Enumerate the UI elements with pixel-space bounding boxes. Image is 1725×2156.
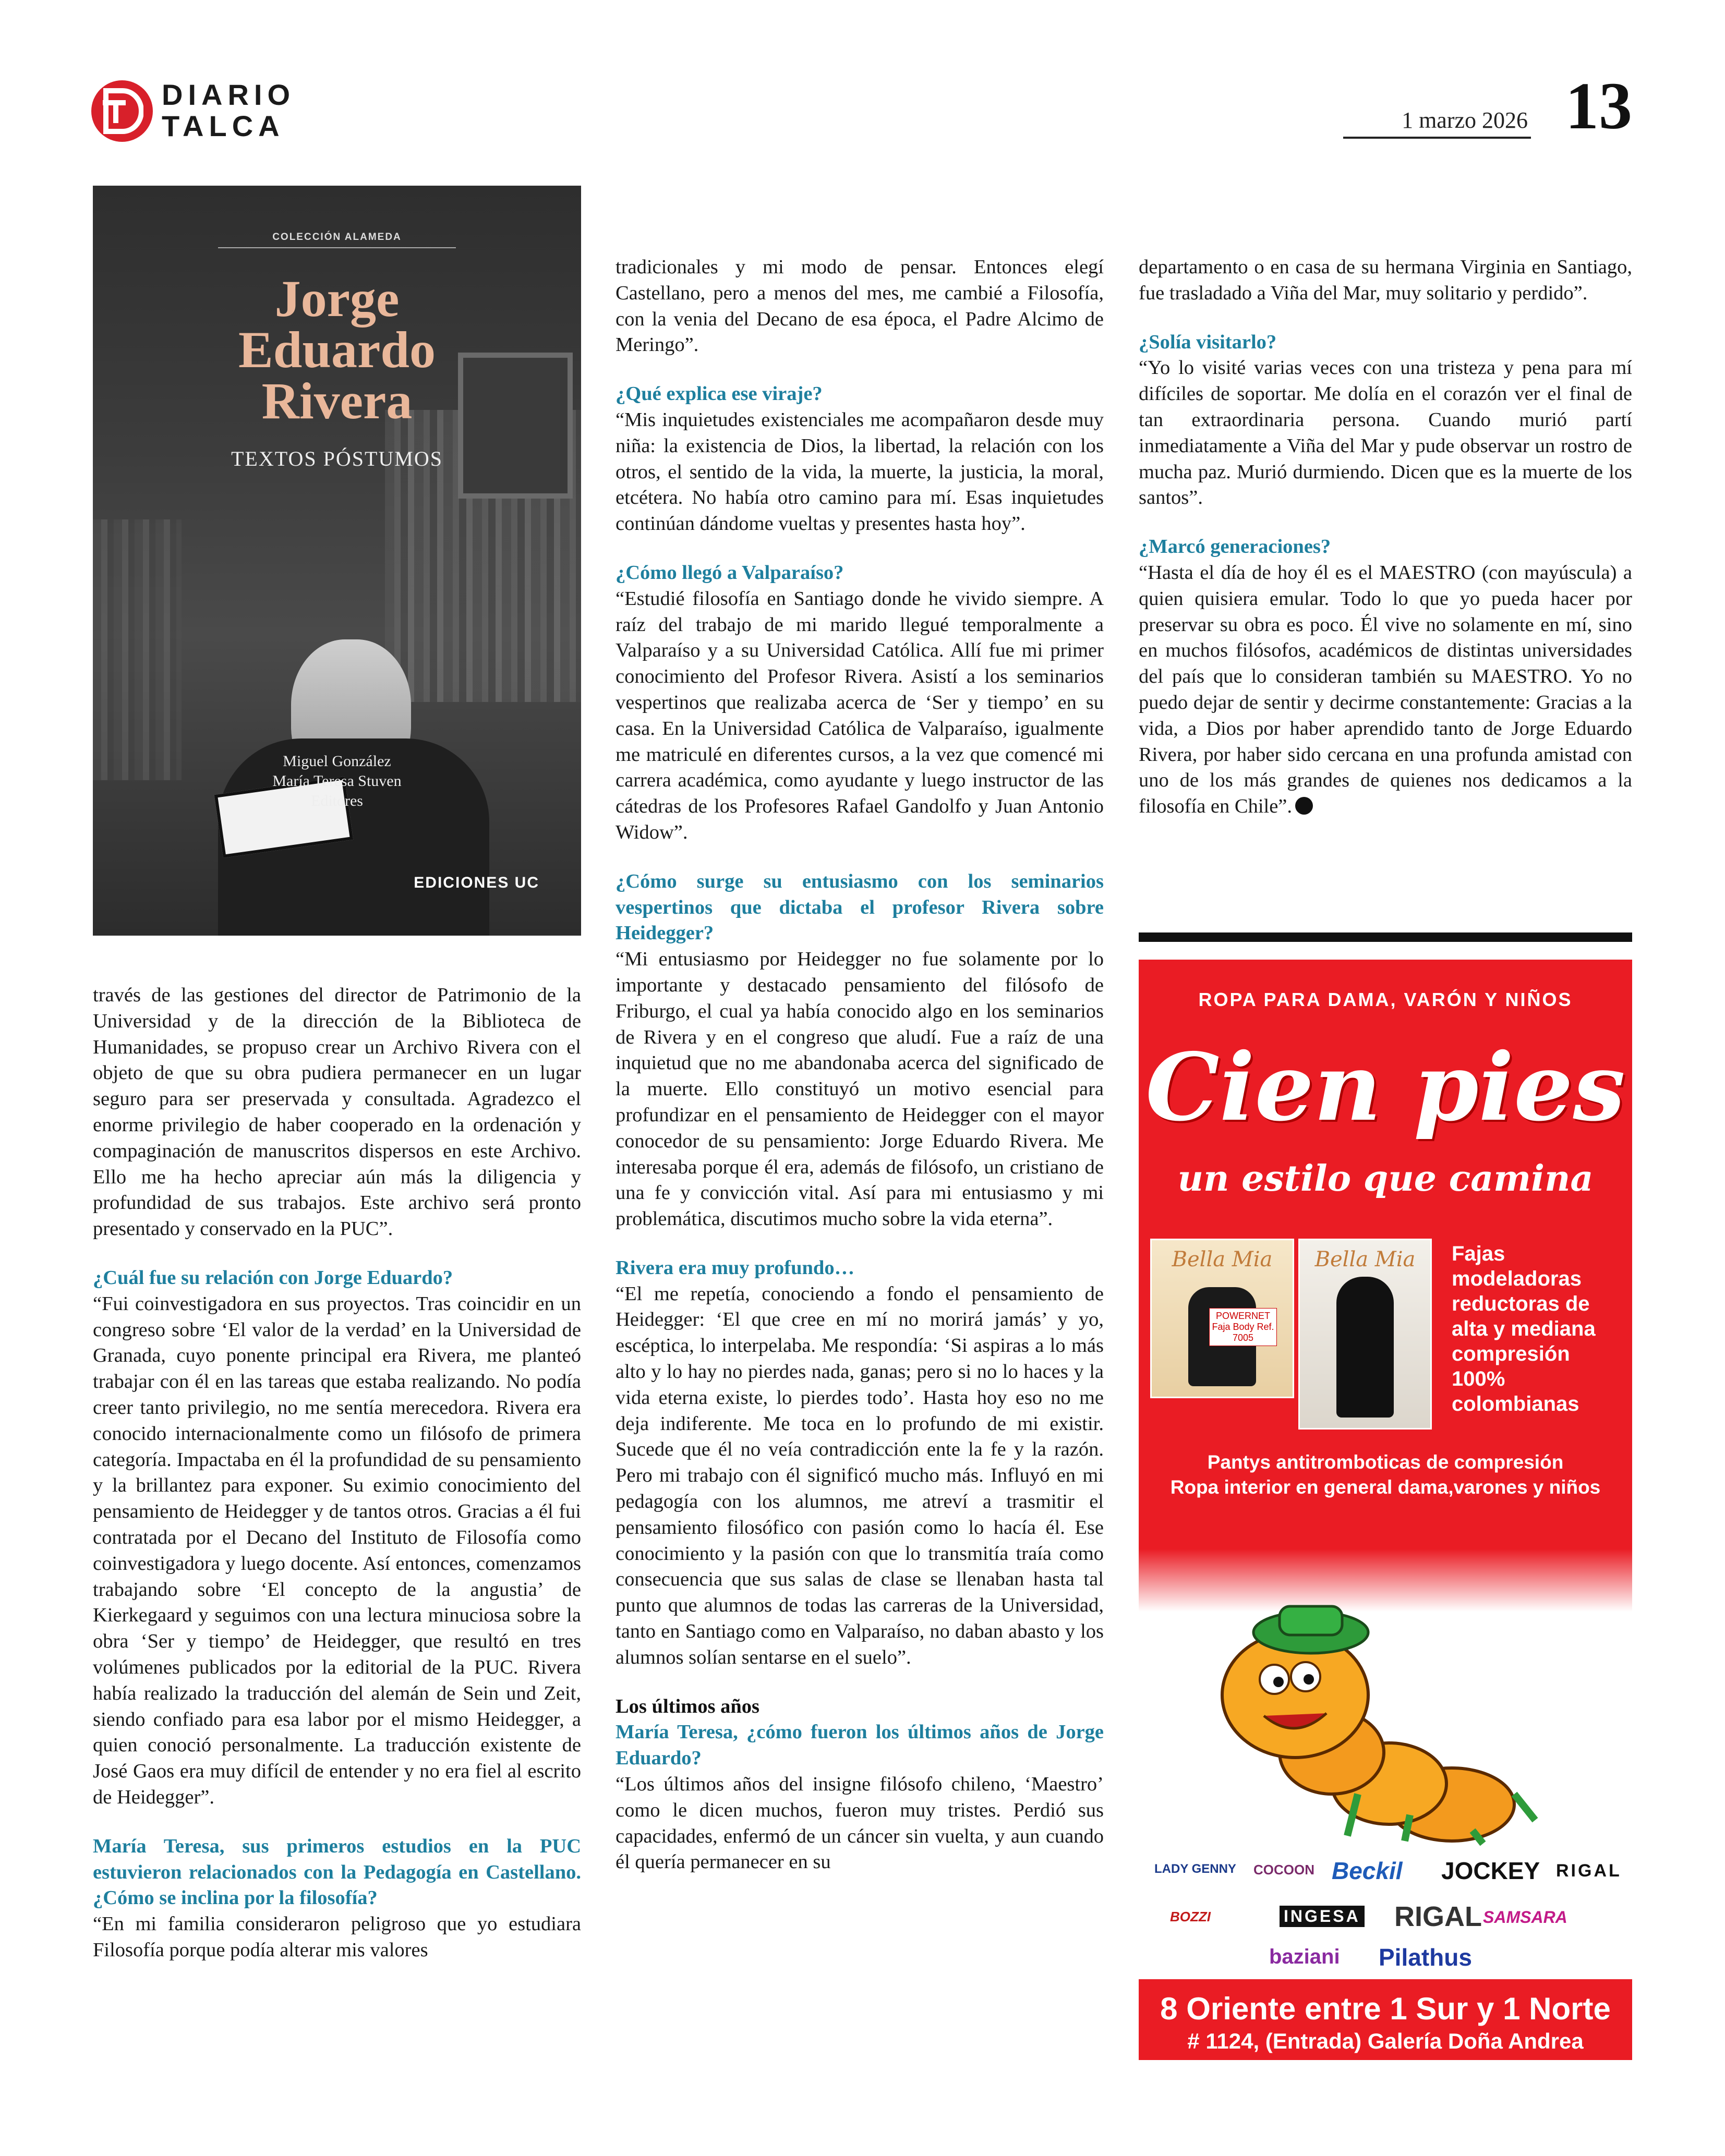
cover-title: Jorge Eduardo Rivera — [238, 270, 436, 430]
interview-question: ¿Qué explica ese viraje? — [616, 383, 823, 405]
logo-wordmark: DIARIO TALCA — [162, 78, 295, 142]
page-number: 13 — [1565, 69, 1632, 143]
product-figure — [1336, 1277, 1394, 1418]
product-brand: Bella Mia — [1314, 1247, 1416, 1271]
interview-question: ¿Cómo llegó a Valparaíso? — [616, 561, 844, 584]
interview-question: ¿Marcó generaciones? — [1139, 536, 1331, 558]
brand-logo: COCOON — [1253, 1862, 1314, 1878]
paragraph: departamento o en casa de su hermana Virginia en Santiago, fue trasladado a Viña del Mar, muy solitario y perdido”. — [1139, 256, 1632, 304]
interview-question: María Teresa, ¿cómo fueron los últimos años de Jorge Eduardo? — [616, 1721, 1104, 1770]
article-column-2 — [616, 255, 1104, 1875]
paragraph: “En mi familia consideraron peligroso que yo estudiara Filosofía porque podía alterar mis valores — [93, 1913, 581, 1961]
cover-divider — [218, 247, 456, 248]
product-box-leggings — [1298, 1239, 1432, 1430]
brand-logo: SAMSARA — [1483, 1908, 1567, 1927]
cien-pies-advertisement[interactable] — [1139, 960, 1632, 2060]
paragraph: tradicionales y mi modo de pensar. Entonces elegí Castellano, pero a menos del mes, me cambié a Filosofía, con la venia del Decano de esa época, el Padre Alcimo de Meringo”. — [616, 256, 1104, 356]
caterpillar-mascot-icon — [1139, 1575, 1632, 1846]
brand-logo: INGESA — [1280, 1906, 1365, 1927]
end-of-article-icon — [1295, 797, 1313, 815]
brand-logo: Beckil — [1332, 1857, 1403, 1884]
cover-editors: Miguel González María Teresa Stuven Editores — [272, 753, 402, 809]
brand-logo: RIGAL — [1556, 1861, 1622, 1881]
book-cover-image — [93, 186, 581, 936]
paragraph: “Mis inquietudes existenciales me acompañaron desde muy niña: la existencia de Dios, la libertad, la relación con los otros, el sentido de la vida, la muerte, la justicia, la moral, etcétera. No había otro camino para mí. Esas inquietudes continúan dándome vueltas y presentes hasta hoy”. — [616, 408, 1104, 535]
interview-question: Rivera era muy profundo… — [616, 1256, 855, 1279]
paragraph: “Yo lo visité varias veces con una tristeza y pena para mí difíciles de soportar. Me dolía en el corazón ver el final de tan extraordinaria persona. Cuando murió partí inmediatamente a Viña del Mar y pude observar un rostro de mucha paz. Murió durmiendo. Dicen que es la muerte de los santos”. — [1139, 357, 1632, 509]
article-column-3 — [1139, 255, 1632, 820]
ad-headline: ROPA PARA DAMA, VARÓN Y NIÑOS — [1198, 989, 1573, 1010]
brand-logo: RIGAL — [1394, 1901, 1482, 1932]
paragraph: “Hasta el día de hoy él es el MAESTRO (con mayúscula) a quien quisiera emular. Todo lo que yo pueda hacer por preservar su obra es poco. Él vive no solamente en mí, sino en muchos filósofos, académicos de distintas universidades del país que lo consideran también su MAESTRO. Yo no puedo dejar de sentir y decirme constantemente: Gracias a la vida, a Dios por haber aprendido tanto de Jorge Eduardo Rivera, por haber sido cercana en una profunda amistad con uno de los más grandes de quienes nos dedicamos a la filosofía en Chile”. — [1139, 561, 1632, 818]
brand-logo: LADY GENNY — [1154, 1862, 1236, 1876]
interview-question: ¿Cómo surge su entusiasmo con los seminarios vespertinos que dictaba el profesor Rivera sobre Heidegger? — [616, 870, 1104, 944]
cover-subtitle: TEXTOS PÓSTUMOS — [231, 447, 443, 470]
diario-talca-logo[interactable] — [91, 79, 321, 142]
cover-collection: COLECCIÓN ALAMEDA — [272, 232, 402, 243]
ad-slogan: un estilo que camina — [1177, 1158, 1594, 1200]
paragraph: través de las gestiones del director de Patrimonio de la Universidad y de la dirección de la Biblioteca de Humanidades, se propuso crear un Archivo Rivera con el objeto de que su obra pudiera permanecer en un lugar seguro para ser preservada y consultada. Agradezco el enorme privilegio de haber cooperado en la ordenación y compaginación de manuscritos dispersos en este Archivo. Ello me ha hecho apreciar aún más la diligencia y profundidad de sus trabajos. Este archivo será pronto presentado y conservado en la PUC”. — [93, 984, 581, 1240]
section-heading: Los últimos años — [616, 1695, 759, 1717]
logo-d-icon — [91, 80, 153, 142]
paragraph: “Mi entusiasmo por Heidegger no fue solamente por lo importante y destacado pensamiento del filósofo de Friburgo, el cual ya había conocido algo en los seminarios de Rivera y en el congreso que aludí. Fue a raíz de una inquietud que no me abandonaba acerca del significado de la muerte. Ello constituyó un motivo esencial para profundizar en el pensamiento de Heidegger con el mayor conocedor de su pensamiento: Jorge Eduardo Rivera. Me interesaba porque él era, además de filósofo, un cristiano de una fe y convicción vital. Así para mi entusiasmo y mi problemática, discutimos mucho sobre la vida eterna”. — [616, 948, 1104, 1230]
brand-logo: Pilathus — [1379, 1944, 1472, 1971]
ad-separator-rule — [1139, 932, 1632, 942]
article-column-1 — [93, 983, 581, 1964]
issue-date: 1 marzo 2026 — [1402, 107, 1528, 133]
paragraph: “El me repetía, conociendo a fondo el pensamiento de Heidegger: ‘El que cree en mí no morirá jamás’ y yo, escéptica, lo interpelaba. Me respondía: ‘Si aspiras a lo más alto y lo hay no pierdes nada, ganas; pero si no lo haces y la vida eterna existe, lo pierdes todo’. Hasta hoy eso no me deja indiferente. Me toca en lo profundo de mi existir. Sucede que él no veía contradicción ente la fe y la razón. Pero mi trabajo con él significó mucho más. Influyó en mi pedagogía con los alumnos, me atreví a trasmitir el pensamiento filosófico con pasión como lo hacía él. Ese conocimiento y la pasión con que lo transmitía traía como consecuencia que sus salas de clase se llenaban hasta tal punto que alumnos de todas las carreras de la Universidad, tanto en Santiago como en Valparaíso, no daban abasto y los alumnos solían sentarse en el suelo”. — [616, 1282, 1104, 1668]
cover-publisher: EDICIONES UC — [414, 874, 539, 891]
interview-question: María Teresa, sus primeros estudios en la PUC estuvieron relacionados con la Pedagogía en Castellano. ¿Cómo se inclina por la filosofía? — [93, 1835, 581, 1909]
product-box-faja — [1150, 1239, 1294, 1398]
ad-address: 8 Oriente entre 1 Sur y 1 Norte # 1124, (Entrada) Galería Doña Andrea — [1139, 1987, 1632, 2060]
date-underline — [1343, 137, 1531, 139]
bookshelf-decoration — [93, 519, 182, 780]
brand-logo: JOCKEY — [1441, 1857, 1540, 1884]
ad-fajas-text: Fajas modeladoras reductoras de alta y mediana compresión 100% colombianas — [1452, 1242, 1596, 1415]
interview-question: ¿Cuál fue su relación con Jorge Eduardo? — [93, 1266, 453, 1289]
paragraph: “Estudié filosofía en Santiago donde he vivido siempre. A raíz del trabajo de mi marido llegué temporalmente a Valparaíso y a su Universidad Católica. Allí fue mi primer conocimiento del Profesor Rivera. Asistí a los seminarios vespertinos que realizaba acerca de ‘Ser y tiempo’ en su casa. En la Universidad Católica de Valparaíso, igualmente me matriculé en diferentes cursos, a la vez que comencé mi carrera académica, como ayudante y luego instructor de las cátedras de los Profesores Rafael Gandolfo y Juan Antonio Widow”. — [616, 587, 1104, 843]
brand-logo: baziani — [1269, 1945, 1340, 1968]
interview-question: ¿Solía visitarlo? — [1139, 331, 1277, 353]
paragraph: “Los últimos años del insigne filósofo chileno, ‘Maestro’ como le dicen muchos, fueron muy tristes. Perdió sus capacidades, enfermó de un cáncer sin vuelta, y aun cuando él quería permanecer en su — [616, 1773, 1104, 1873]
ad-brand-logos — [1149, 1846, 1622, 1982]
ad-brand-name: Cien pies — [1145, 1033, 1625, 1142]
product-brand: Bella Mia — [1172, 1247, 1273, 1271]
brand-logo: BOZZI — [1170, 1909, 1211, 1924]
product-label: POWERNET Faja Body Ref. 7005 — [1209, 1308, 1277, 1346]
paragraph: “Fui coinvestigadora en sus proyectos. Tras coincidir en un congreso sobre ‘El valor de la verdad’ en la Universidad de Granada, cuyo ponente principal era Rivera, me planteó trabajar con él en las tareas que estaba realizando. No podía creer tanto privilegio, no me sentía merecedora. Rivera era conocido internacionalmente como un filósofo de primera categoría. Impactaba en él la profundidad de su pensamiento y la brillantez para exponer. Su eximio conocimiento del pensamiento de Heidegger y de tantos otros. Gracias a él fui contratada por el Decano del Instituto de Filosofía como coinvestigadora y luego docente. Así entonces, comenzamos trabajando sobre ‘El concepto de la angustia’ de Kierkegaard y seguimos con una lectura minuciosa sobre la obra ‘Ser y tiempo’ de Heidegger, que resultó en tres volúmenes publicados por la editorial de la PUC. Rivera había realizado la traducción del alemán de Sein und Zeit, siendo confiado para esa labor por el mismo Heidegger, a quien conoció personalmente. La traducción existente de José Gaos era muy difícil de entender y no era fiel al escrito de Heidegger”. — [93, 1292, 581, 1808]
ad-pantys-text: Pantys antitromboticas de compresión Ropa interior en general dama,varones y niños — [1170, 1451, 1601, 1498]
